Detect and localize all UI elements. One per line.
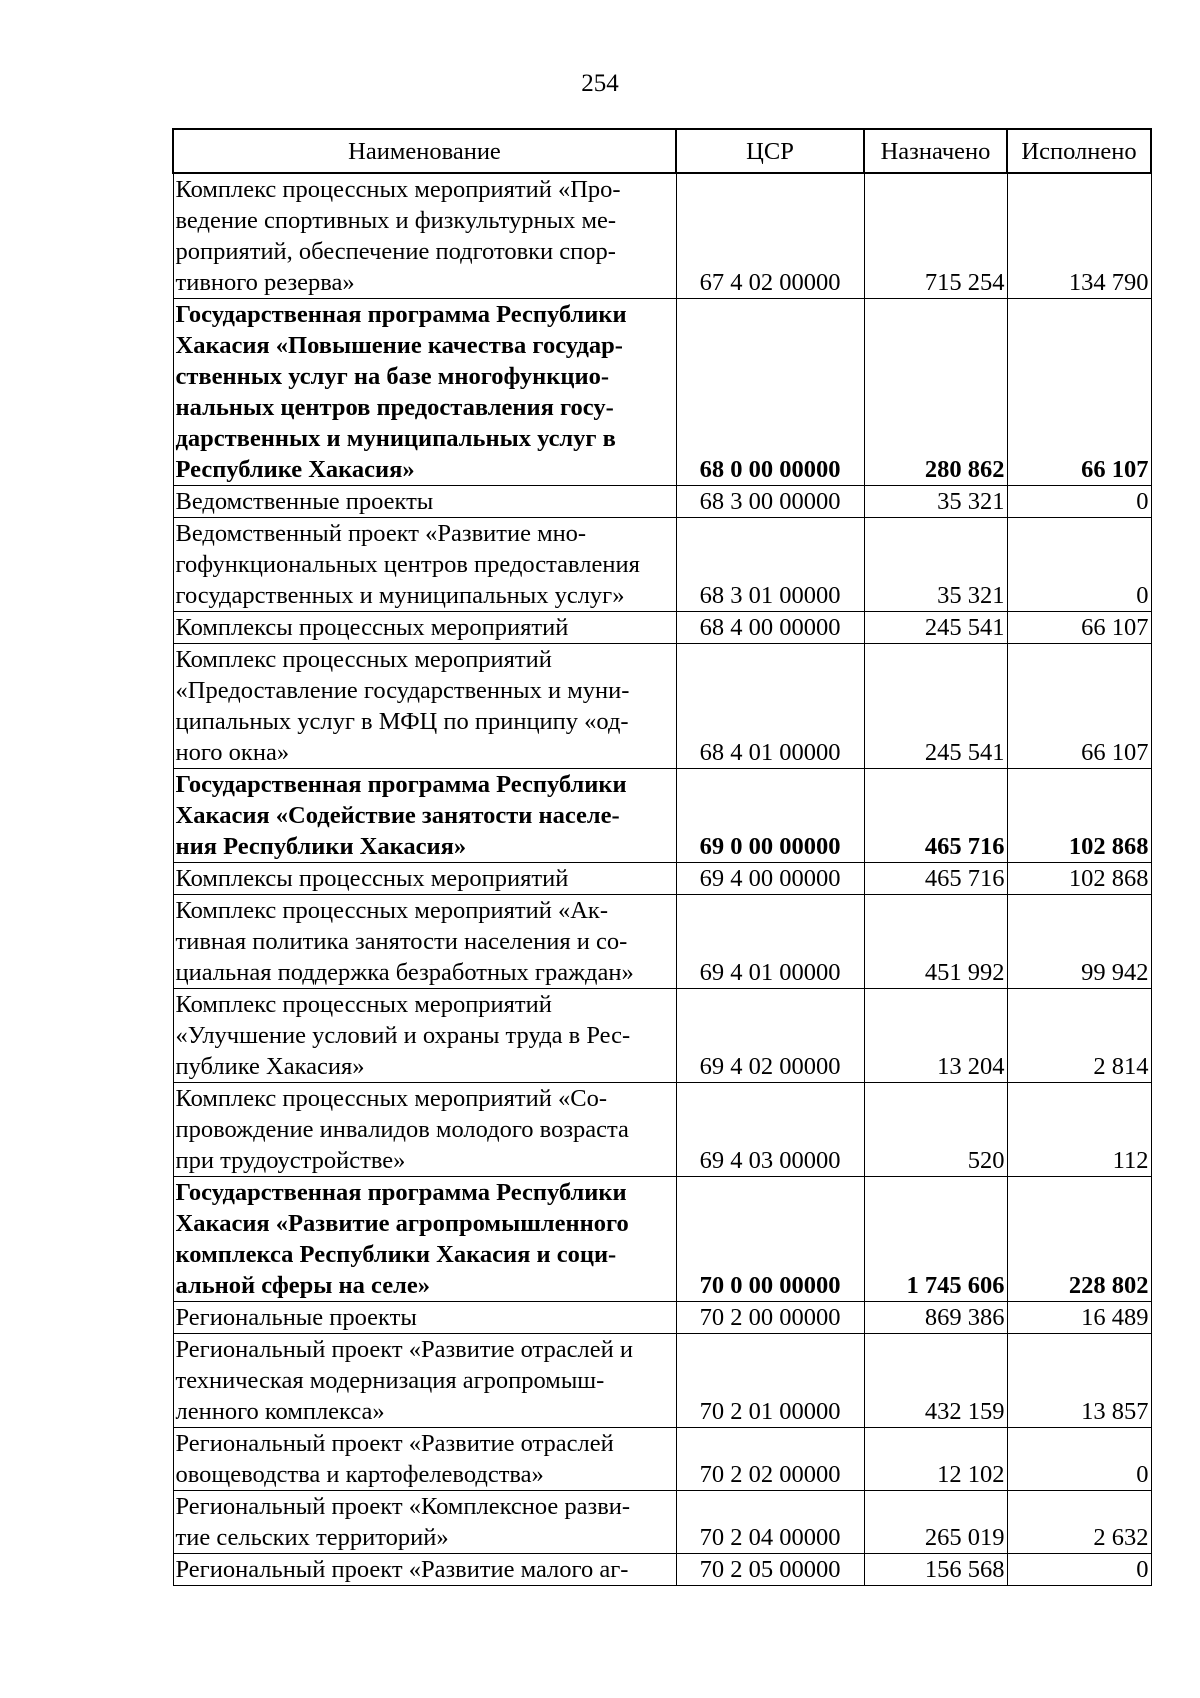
row-name-cell: Комплекс процессных мероприятий «Предоставление государственных и муни- ципальных услуг в МФЦ по принципу «од- ного окна» — [173, 644, 676, 769]
row-name-cell: Региональный проект «Развитие отраслей и техническая модернизация агропромыш- ленного комплекса» — [173, 1334, 676, 1428]
row-name-cell: Государственная программа Республики Хакасия «Развитие агропромышленного комплекса Республики Хакасия и соци- альной сферы на селе» — [173, 1177, 676, 1302]
header-row — [173, 129, 1151, 173]
table-row — [173, 1491, 1151, 1554]
row-csr-cell: 69 0 00 00000 — [676, 769, 864, 863]
row-name-cell: Ведомственные проекты — [173, 486, 676, 518]
row-planned-cell: 245 541 — [864, 612, 1007, 644]
row-name-cell: Региональный проект «Комплексное разви- тие сельских территорий» — [173, 1491, 676, 1554]
table-row — [173, 518, 1151, 612]
row-executed-cell: 0 — [1007, 1428, 1151, 1491]
row-planned-cell: 245 541 — [864, 644, 1007, 769]
row-csr-cell: 68 4 01 00000 — [676, 644, 864, 769]
row-csr-cell: 70 2 00 00000 — [676, 1302, 864, 1334]
row-planned-cell: 13 204 — [864, 989, 1007, 1083]
header-csr: ЦСР — [676, 129, 864, 173]
row-planned-cell: 12 102 — [864, 1428, 1007, 1491]
row-csr-cell: 68 0 00 00000 — [676, 299, 864, 486]
row-csr-cell: 69 4 00 00000 — [676, 863, 864, 895]
row-executed-cell: 102 868 — [1007, 863, 1151, 895]
row-csr-cell: 70 0 00 00000 — [676, 1177, 864, 1302]
row-csr-cell: 70 2 01 00000 — [676, 1334, 864, 1428]
table-body — [173, 173, 1151, 1586]
row-executed-cell: 134 790 — [1007, 173, 1151, 299]
row-executed-cell: 102 868 — [1007, 769, 1151, 863]
header-executed: Исполнено — [1007, 129, 1151, 173]
row-csr-cell: 69 4 01 00000 — [676, 895, 864, 989]
row-executed-cell: 66 107 — [1007, 612, 1151, 644]
table-row — [173, 895, 1151, 989]
row-executed-cell: 66 107 — [1007, 644, 1151, 769]
row-name-cell: Ведомственный проект «Развитие мно- гофункциональных центров предоставления государственных и муниципальных услуг» — [173, 518, 676, 612]
row-csr-cell: 70 2 02 00000 — [676, 1428, 864, 1491]
row-planned-cell: 715 254 — [864, 173, 1007, 299]
row-name-cell: Комплекс процессных мероприятий «Улучшение условий и охраны труда в Рес- публике Хакасия» — [173, 989, 676, 1083]
table-row — [173, 863, 1151, 895]
row-executed-cell: 99 942 — [1007, 895, 1151, 989]
row-planned-cell: 520 — [864, 1083, 1007, 1177]
table-row — [173, 989, 1151, 1083]
table-row — [173, 299, 1151, 486]
row-planned-cell: 465 716 — [864, 863, 1007, 895]
table-row — [173, 769, 1151, 863]
row-planned-cell: 451 992 — [864, 895, 1007, 989]
table-row — [173, 1302, 1151, 1334]
table-row — [173, 1428, 1151, 1491]
row-executed-cell: 13 857 — [1007, 1334, 1151, 1428]
row-name-cell: Комплекс процессных мероприятий «Про- ведение спортивных и физкультурных ме- роприятий, обеспечение подготовки спор- тивного резерва» — [173, 173, 676, 299]
row-csr-cell: 69 4 03 00000 — [676, 1083, 864, 1177]
row-name-cell: Комплекс процессных мероприятий «Со- провождение инвалидов молодого возраста при трудоустройстве» — [173, 1083, 676, 1177]
row-csr-cell: 68 3 00 00000 — [676, 486, 864, 518]
table-row — [173, 486, 1151, 518]
row-planned-cell: 465 716 — [864, 769, 1007, 863]
row-csr-cell: 67 4 02 00000 — [676, 173, 864, 299]
row-csr-cell: 68 4 00 00000 — [676, 612, 864, 644]
row-executed-cell: 66 107 — [1007, 299, 1151, 486]
table-row — [173, 1083, 1151, 1177]
row-executed-cell: 2 814 — [1007, 989, 1151, 1083]
header-planned: Назначено — [864, 129, 1007, 173]
table-row — [173, 173, 1151, 299]
row-executed-cell: 112 — [1007, 1083, 1151, 1177]
row-name-cell: Региональный проект «Развитие малого аг- — [173, 1554, 676, 1586]
row-planned-cell: 280 862 — [864, 299, 1007, 486]
row-name-cell: Региональные проекты — [173, 1302, 676, 1334]
table-row — [173, 1334, 1151, 1428]
table-row — [173, 1554, 1151, 1586]
row-planned-cell: 869 386 — [864, 1302, 1007, 1334]
row-planned-cell: 156 568 — [864, 1554, 1007, 1586]
row-csr-cell: 69 4 02 00000 — [676, 989, 864, 1083]
table-row — [173, 1177, 1151, 1302]
row-planned-cell: 35 321 — [864, 486, 1007, 518]
row-csr-cell: 70 2 04 00000 — [676, 1491, 864, 1554]
row-planned-cell: 35 321 — [864, 518, 1007, 612]
row-executed-cell: 2 632 — [1007, 1491, 1151, 1554]
header-name: Наименование — [173, 129, 676, 173]
row-executed-cell: 16 489 — [1007, 1302, 1151, 1334]
row-name-cell: Комплексы процессных мероприятий — [173, 863, 676, 895]
row-executed-cell: 0 — [1007, 1554, 1151, 1586]
row-planned-cell: 1 745 606 — [864, 1177, 1007, 1302]
table-header — [173, 129, 1151, 173]
row-name-cell: Государственная программа Республики Хакасия «Повышение качества государ- ственных услуг на базе многофункцио- нальных центров предоставления госу- дарственных и муниципальных услуг в Республике Хакасия» — [173, 299, 676, 486]
row-csr-cell: 70 2 05 00000 — [676, 1554, 864, 1586]
row-csr-cell: 68 3 01 00000 — [676, 518, 864, 612]
row-executed-cell: 228 802 — [1007, 1177, 1151, 1302]
row-executed-cell: 0 — [1007, 486, 1151, 518]
row-name-cell: Государственная программа Республики Хакасия «Содействие занятости населе- ния Республики Хакасия» — [173, 769, 676, 863]
table-row — [173, 612, 1151, 644]
row-name-cell: Комплексы процессных мероприятий — [173, 612, 676, 644]
budget-table — [172, 128, 1152, 1586]
row-planned-cell: 432 159 — [864, 1334, 1007, 1428]
row-name-cell: Региональный проект «Развитие отраслей овощеводства и картофелеводства» — [173, 1428, 676, 1491]
row-planned-cell: 265 019 — [864, 1491, 1007, 1554]
row-name-cell: Комплекс процессных мероприятий «Ак- тивная политика занятости населения и со- циальная поддержка безработных граждан» — [173, 895, 676, 989]
table-row — [173, 644, 1151, 769]
page-number: 254 — [581, 70, 619, 97]
row-executed-cell: 0 — [1007, 518, 1151, 612]
